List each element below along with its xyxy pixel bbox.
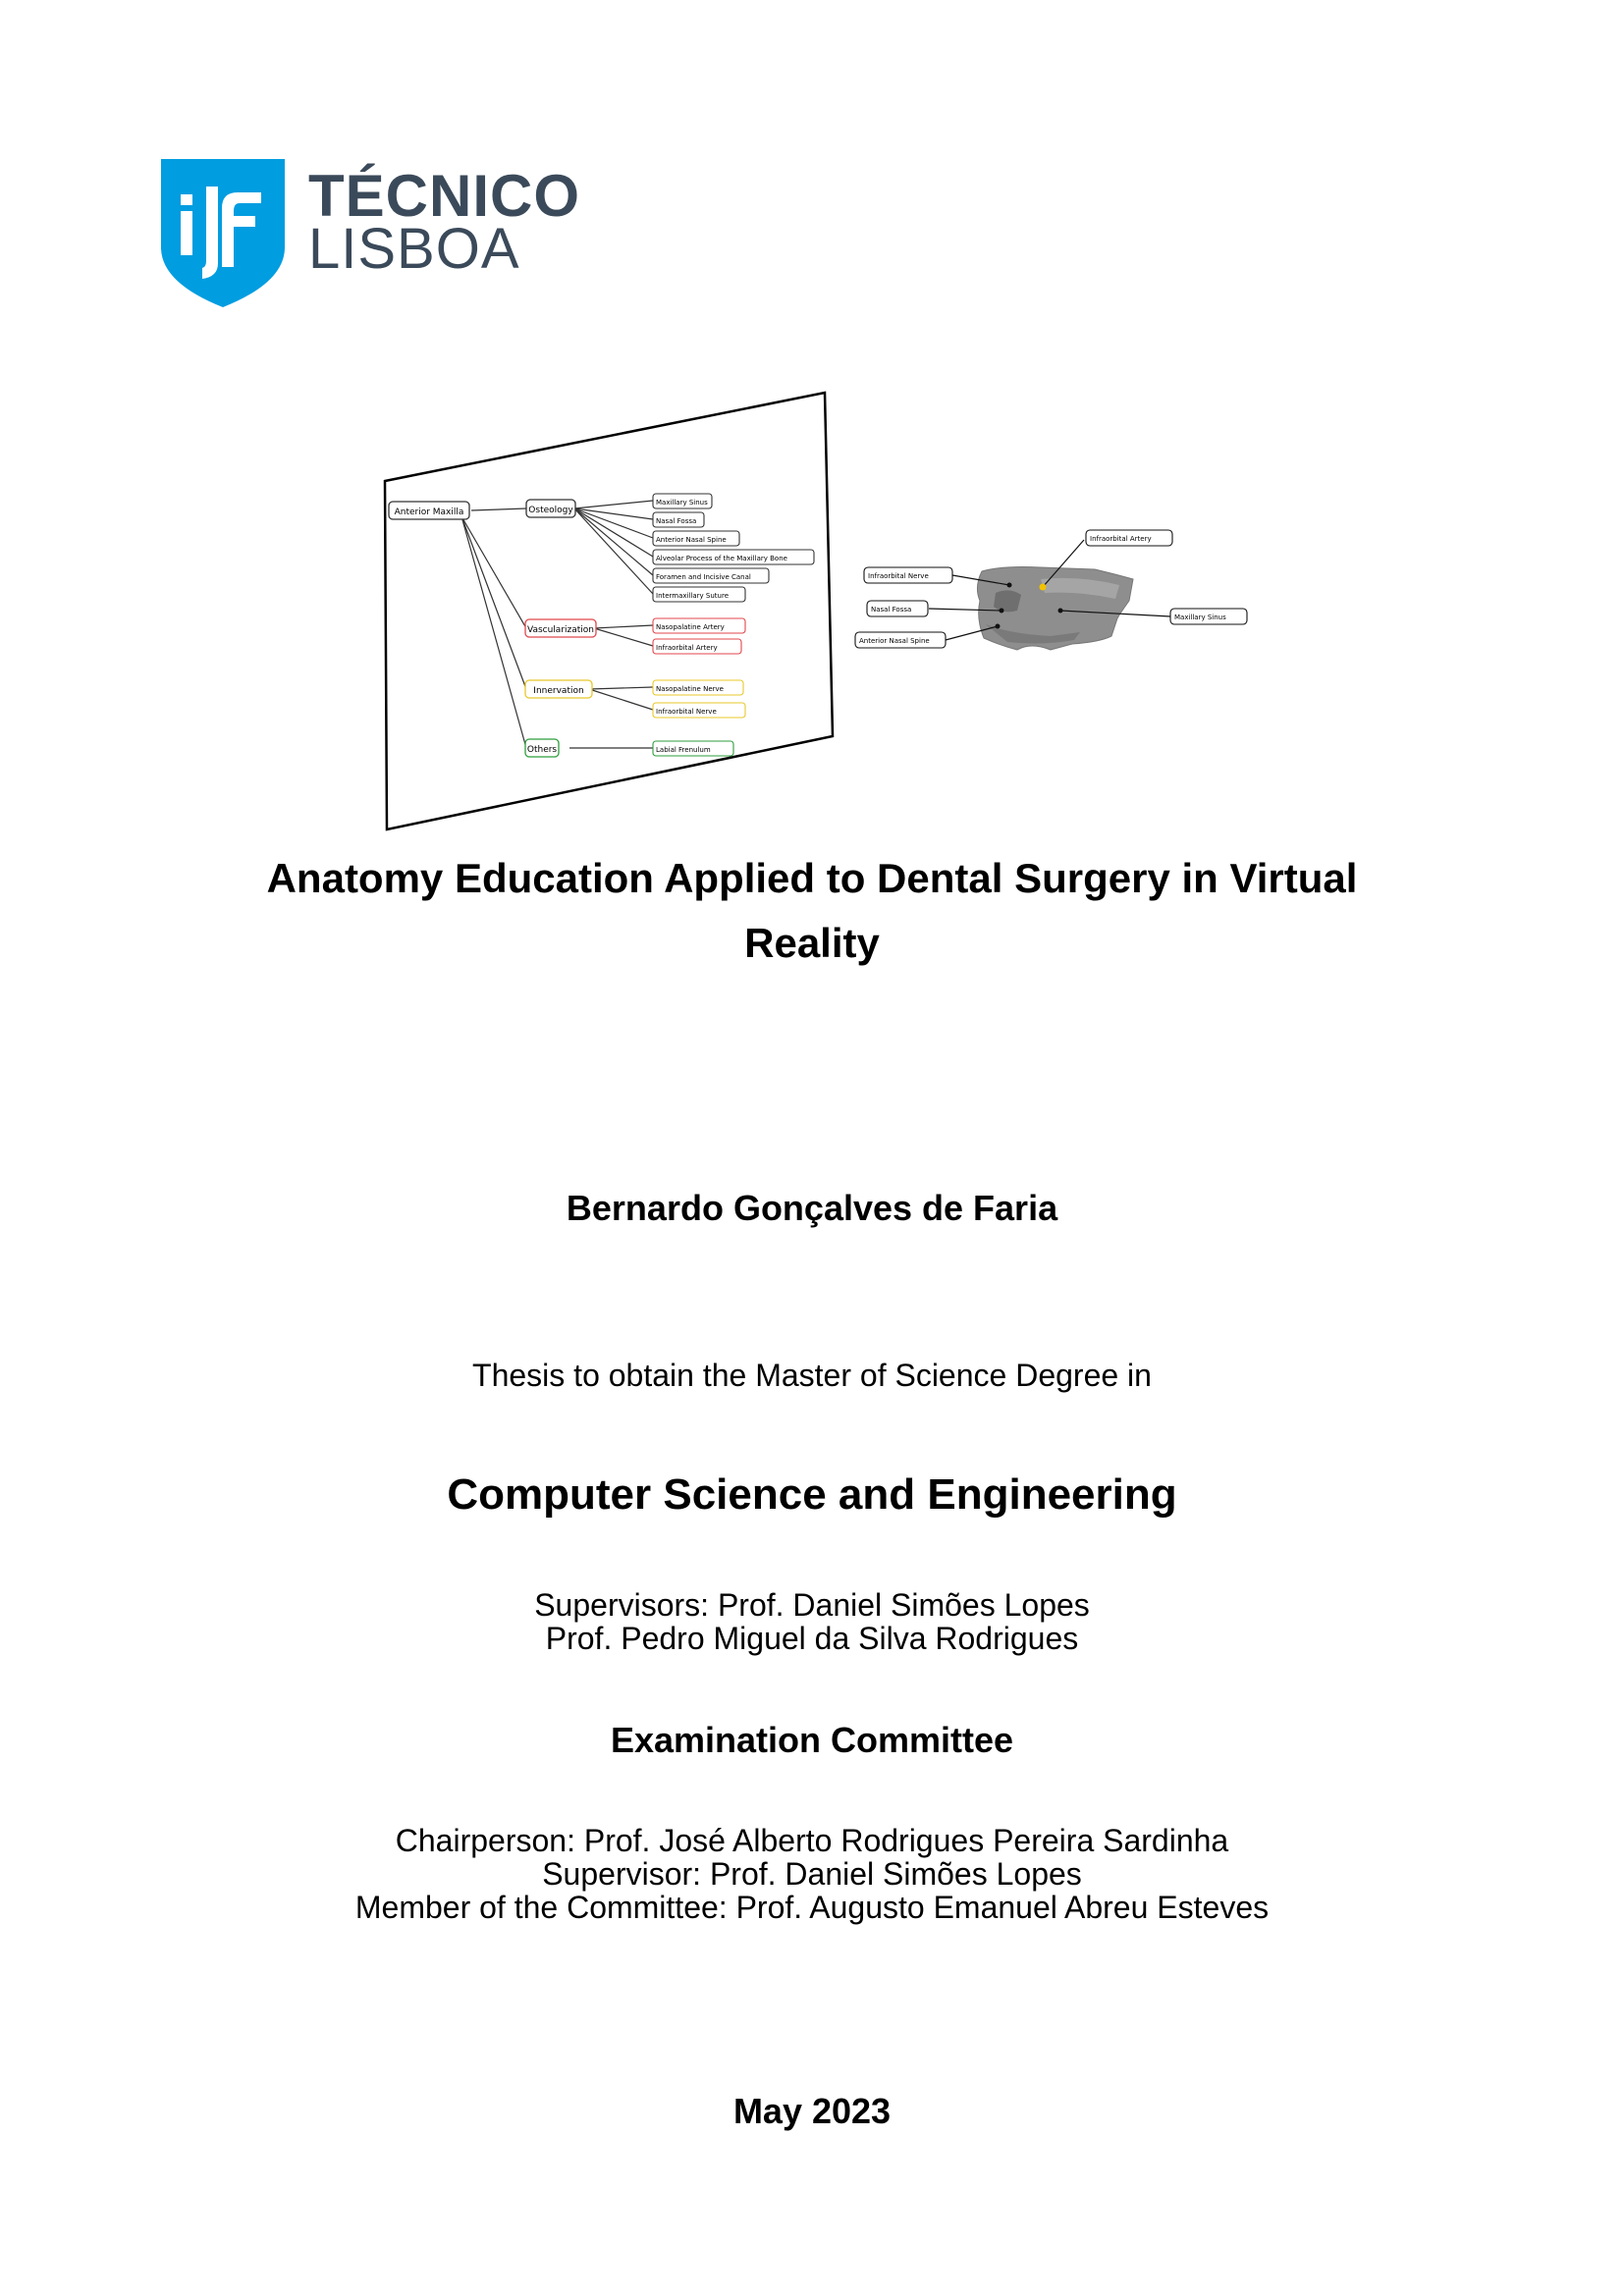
- figure-svg: [373, 383, 1257, 834]
- leaf-label: Foramen and Incisive Canal: [656, 573, 751, 581]
- model-highlight-dot: [1040, 584, 1047, 591]
- committee-members: [0, 1824, 1624, 1924]
- concept-map-panel: [385, 393, 833, 829]
- logo-name-line1: TÉCNICO: [308, 163, 580, 229]
- concept-root-label: Anterior Maxilla: [394, 507, 464, 517]
- concept-leaf: [653, 587, 745, 602]
- model-label: [1086, 530, 1172, 546]
- concept-leaf: [653, 512, 704, 527]
- concept-leaf: [653, 618, 745, 633]
- committee-chair: Chairperson: Prof. José Alberto Rodrigues Pereira Sardinha: [395, 1823, 1229, 1858]
- leaf-label: Nasal Fossa: [656, 517, 697, 525]
- model-label: [855, 632, 946, 648]
- model-label-text: Anterior Nasal Spine: [859, 637, 930, 645]
- leaf-label: Infraorbital Nerve: [656, 708, 717, 716]
- leaf-label: Infraorbital Artery: [656, 644, 718, 652]
- category-label: Innervation: [533, 686, 584, 696]
- leaf-label: Anterior Nasal Spine: [656, 536, 727, 544]
- author-name: Bernardo Gonçalves de Faria: [566, 1188, 1058, 1228]
- model-label: [1170, 609, 1247, 624]
- concept-leaf: [653, 639, 741, 654]
- category-label: Osteology: [528, 506, 573, 515]
- leaf-label: Maxillary Sinus: [656, 499, 708, 507]
- concept-leaf: [653, 568, 769, 583]
- concept-leaf: [653, 531, 739, 546]
- leaf-label: Nasopalatine Nerve: [656, 685, 724, 693]
- leaf-label: Nasopalatine Artery: [656, 623, 725, 631]
- supervisors: [0, 1588, 1624, 1655]
- supervisor-line2: Prof. Pedro Miguel da Silva Rodrigues: [545, 1621, 1079, 1656]
- concept-leaf: [653, 741, 733, 756]
- concept-root-node: [389, 502, 469, 519]
- degree-name: Computer Science and Engineering: [447, 1470, 1177, 1519]
- concept-category-others: [525, 739, 559, 757]
- model-label: [864, 567, 952, 583]
- model-label-text: Infraorbital Artery: [1090, 535, 1152, 543]
- concept-leaf: [653, 680, 743, 695]
- concept-leaf: [653, 494, 712, 508]
- leaf-label: Alveolar Process of the Maxillary Bone: [656, 555, 787, 562]
- cover-figure: [373, 383, 1257, 834]
- model-label-text: Infraorbital Nerve: [868, 572, 929, 580]
- concept-category-osteology: [526, 500, 575, 517]
- thesis-title-line2: Reality: [744, 920, 880, 966]
- model-label-text: Maxillary Sinus: [1174, 614, 1226, 621]
- shield-logo-icon: [159, 157, 287, 309]
- category-label: Vascularization: [526, 625, 595, 635]
- thesis-title-line1: Anatomy Education Applied to Dental Surgery in Virtual: [266, 855, 1358, 901]
- submission-date: May 2023: [732, 2091, 892, 2131]
- concept-category-vascularization: [525, 619, 596, 637]
- committee-heading: Examination Committee: [610, 1720, 1014, 1760]
- category-label: Others: [526, 745, 558, 755]
- model-label-text: Nasal Fossa: [871, 606, 912, 614]
- supervisor-line1: Supervisors: Prof. Daniel Simões Lopes: [534, 1587, 1090, 1623]
- thesis-title: [0, 846, 1624, 976]
- leaf-label: Labial Frenulum: [656, 746, 711, 754]
- concept-leaf: [653, 550, 814, 564]
- concept-category-innervation: [525, 680, 592, 698]
- degree-intro: Thesis to obtain the Master of Science Degree in: [472, 1358, 1152, 1393]
- institution-logo: [159, 157, 580, 309]
- concept-leaf: [653, 703, 745, 718]
- leaf-label: Intermaxillary Suture: [656, 592, 730, 600]
- committee-supervisor: Supervisor: Prof. Daniel Simões Lopes: [542, 1856, 1082, 1892]
- committee-member: Member of the Committee: Prof. Augusto Emanuel Abreu Esteves: [354, 1890, 1270, 1925]
- logo-name-line2: LISBOA: [308, 217, 520, 281]
- model-label: [867, 601, 928, 616]
